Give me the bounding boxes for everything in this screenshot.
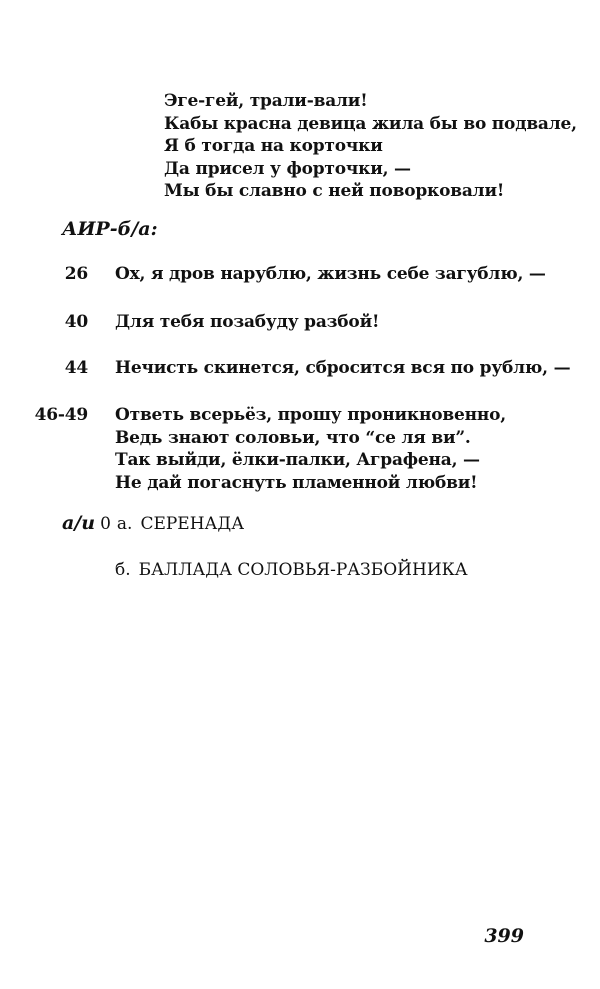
section-letter: а.: [116, 514, 133, 534]
passage-number: 40: [64, 312, 88, 332]
page-number: 399: [484, 925, 524, 947]
passage-line: Так выйди, ёлки-палки, Аграфена, —: [115, 450, 480, 470]
passage-number: 44: [64, 358, 88, 378]
section-heading-ballada: [115, 560, 468, 580]
section-label: АИР-б/а:: [62, 218, 158, 240]
verse-line: Мы бы славно с ней поворковали!: [164, 181, 505, 201]
verse-line: Я б тогда на корточки: [164, 136, 383, 156]
verse-line: Кабы красна девица жила бы во подвале,: [164, 113, 577, 134]
section-zero: 0: [100, 514, 111, 534]
section-letter: б.: [115, 560, 131, 580]
verse-line: Да присел у форточки, —: [164, 158, 411, 179]
passage-number: 46-49: [34, 405, 88, 425]
verse-stanza: [164, 90, 577, 203]
passage-number: 26: [64, 264, 88, 284]
section-heading-serenada: [62, 512, 244, 534]
passage-line: Ведь знают соловьи, что “се ля ви”.: [115, 427, 471, 448]
passage-line: Не дай погаснуть пламенной любви!: [115, 472, 478, 493]
section-title: СЕРЕНАДА: [140, 514, 245, 534]
section-title: БАЛЛАДА СОЛОВЬЯ-РАЗБОЙНИКА: [138, 560, 468, 580]
verse-line: Эге-гей, трали-вали!: [164, 91, 368, 111]
passage-line: Нечисть скинется, сбросится вся по рублю, —: [115, 358, 571, 378]
passage-line: Ответь всерьёз, прошу проникновенно,: [115, 405, 506, 425]
passage-line: Ох, я дров нарублю, жизнь себе загублю, —: [115, 264, 546, 284]
section-marker: а/и: [62, 512, 96, 534]
passage-line: Для тебя позабуду разбой!: [115, 312, 380, 332]
